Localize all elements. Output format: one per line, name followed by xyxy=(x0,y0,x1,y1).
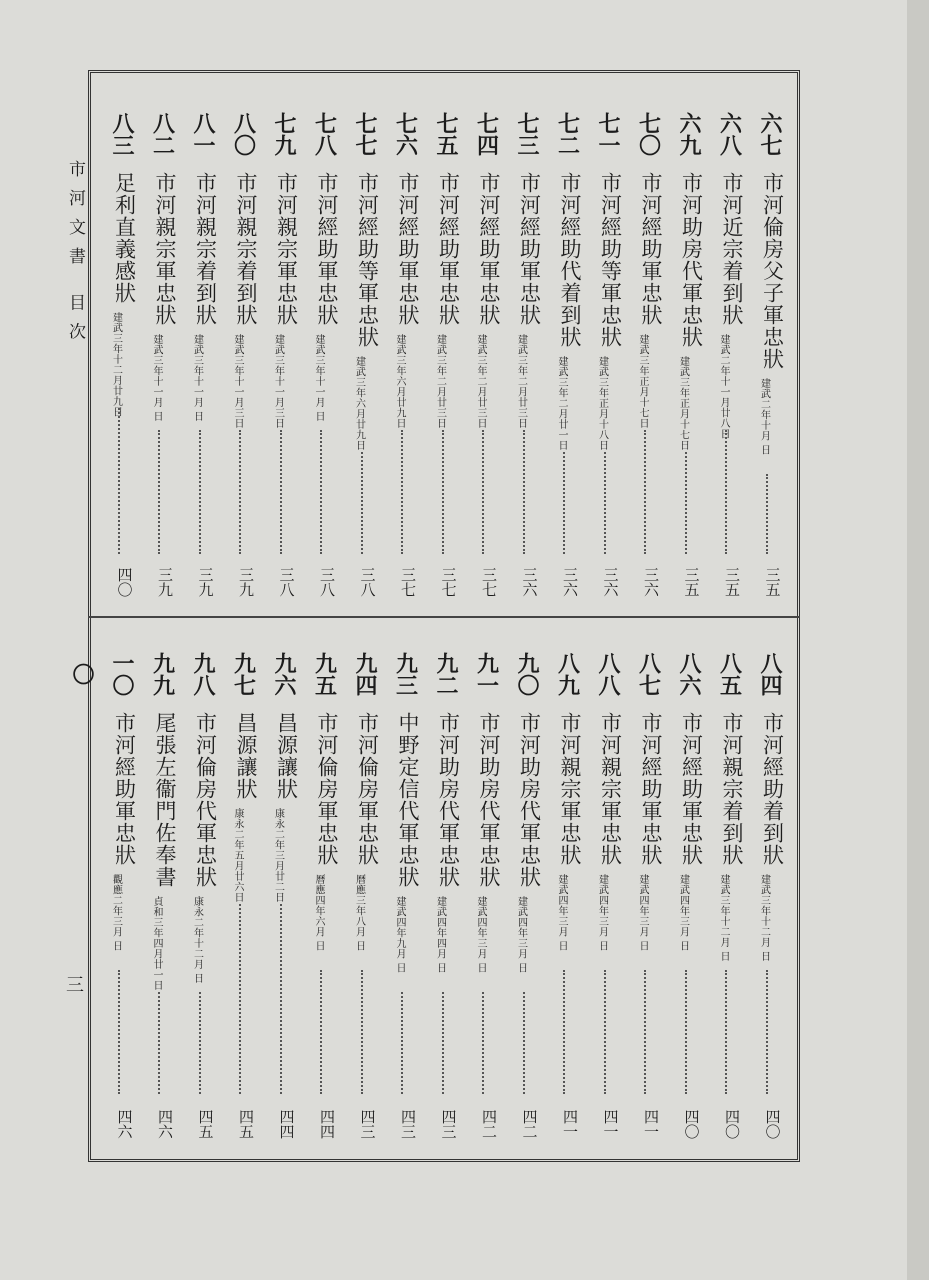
entry-page: 三六 xyxy=(520,567,539,597)
entry-page: 三八 xyxy=(358,567,377,597)
entry-page: 四二 xyxy=(520,1109,539,1139)
leader-dots xyxy=(685,452,695,554)
entry-title: 市河經助軍忠狀 xyxy=(436,172,461,326)
toc-entry xyxy=(547,648,588,1148)
entry-title: 市河倫房代軍忠狀 xyxy=(193,712,218,888)
toc-entry xyxy=(466,648,507,1148)
toc-entry xyxy=(426,648,467,1148)
entry-number: 七四 xyxy=(473,112,500,156)
entry-number: 九三 xyxy=(392,652,419,696)
toc-entry xyxy=(588,648,629,1148)
entry-title: 市河助房代軍忠狀 xyxy=(436,712,461,888)
entry-date: 建武三年十一月三日 xyxy=(232,334,243,429)
entry-title: 昌源讓狀 xyxy=(274,712,299,800)
entry-page: 四〇 xyxy=(763,1109,782,1139)
entry-number: 七二 xyxy=(554,112,581,156)
entry-date: 建武二年十月 日 xyxy=(758,378,770,456)
entry-page: 四五 xyxy=(196,1109,215,1139)
entry-date: 建武四年三月 日 xyxy=(637,874,648,952)
entry-number: 七三 xyxy=(514,112,540,156)
scan-edge xyxy=(907,0,929,1280)
entry-date: 建武三年正月十七日 xyxy=(677,356,689,451)
page-number: 三 xyxy=(63,975,84,993)
entry-title: 中野定信代軍忠狀 xyxy=(396,712,420,888)
leader-dots xyxy=(280,430,290,554)
entry-page: 三七 xyxy=(480,567,498,597)
toc-entry xyxy=(345,108,386,606)
entry-date: 建武三年二月廿三日 xyxy=(515,334,527,429)
leader-dots xyxy=(725,430,735,554)
entry-number: 九四 xyxy=(352,652,378,696)
toc-entry xyxy=(709,108,750,606)
entry-number: 九八 xyxy=(190,652,216,696)
entry-date: 建武四年三月 日 xyxy=(556,874,567,952)
toc-entry xyxy=(466,108,507,606)
entry-title: 市河助房代軍忠狀 xyxy=(477,712,501,888)
entry-page: 四三 xyxy=(399,1109,417,1139)
entry-title: 市河親宗軍忠狀 xyxy=(558,712,582,866)
entry-title: 市河經助軍忠狀 xyxy=(517,172,542,326)
section-divider xyxy=(88,616,800,618)
entry-number: 九五 xyxy=(311,652,338,696)
entry-date: 建武四年三月 日 xyxy=(677,874,689,952)
entry-date: 貞和三年四月廿一日 xyxy=(151,896,162,991)
entry-date: 建武三年六月廿九日 xyxy=(394,334,405,429)
toc-entry xyxy=(223,108,264,606)
entry-number: 一〇〇 xyxy=(69,652,135,696)
entry-page: 四一 xyxy=(601,1109,620,1139)
entry-title: 市河經助軍忠狀 xyxy=(477,172,501,326)
leader-dots xyxy=(644,970,654,1094)
toc-entry xyxy=(102,108,143,606)
entry-number: 六八 xyxy=(716,112,743,156)
entry-number: 七五 xyxy=(433,112,459,156)
entry-title: 市河經助代着到狀 xyxy=(558,172,582,348)
entry-page: 四六 xyxy=(156,1109,174,1139)
leader-dots xyxy=(239,904,249,1094)
entry-title: 市河經助等軍忠狀 xyxy=(598,172,623,348)
entry-number: 八六 xyxy=(676,652,702,696)
entry-date: 建武三年十二月廿九日 xyxy=(110,312,122,417)
entry-date: 建武三年十一月 日 xyxy=(313,334,324,422)
entry-date: 觀應二年三月 日 xyxy=(110,874,122,952)
entry-date: 建武四年四月 日 xyxy=(434,896,446,974)
leader-dots xyxy=(401,430,411,554)
toc-entry xyxy=(669,108,710,606)
entry-title: 昌源讓狀 xyxy=(234,712,258,800)
entry-page: 三六 xyxy=(601,567,620,597)
entry-title: 市河經助軍忠狀 xyxy=(639,172,663,326)
leader-dots xyxy=(199,430,209,554)
entry-title: 市河經助軍忠狀 xyxy=(679,712,704,866)
entry-date: 建武四年三月 日 xyxy=(596,874,608,952)
entry-number: 七六 xyxy=(392,112,419,156)
entry-number: 八八 xyxy=(595,652,621,696)
entry-page: 四四 xyxy=(277,1109,296,1139)
entry-page: 四〇 xyxy=(682,1109,701,1139)
leader-dots xyxy=(442,992,452,1094)
toc-entry xyxy=(69,648,143,1148)
entry-title: 市河經助軍忠狀 xyxy=(396,172,420,326)
entry-page: 三八 xyxy=(318,567,336,597)
entry-number: 八一 xyxy=(190,112,216,156)
entry-title: 尾張左衞門佐奉書 xyxy=(153,712,177,888)
entry-page: 四〇 xyxy=(115,567,134,597)
leader-dots xyxy=(482,430,492,554)
entry-number: 八二 xyxy=(149,112,176,156)
leader-dots xyxy=(725,970,735,1094)
entry-date: 建武三年十二月 日 xyxy=(718,874,729,962)
entry-title: 市河親宗軍忠狀 xyxy=(598,712,623,866)
toc-entry xyxy=(547,108,588,606)
toc-entry xyxy=(628,648,669,1148)
entry-title: 市河經助軍忠狀 xyxy=(639,712,663,866)
toc-entry xyxy=(304,108,345,606)
entry-date: 建武四年三月 日 xyxy=(475,896,486,974)
entry-date: 建武三年十一月 日 xyxy=(191,334,203,422)
entry-page: 三九 xyxy=(237,567,255,597)
entry-page: 三五 xyxy=(682,567,701,597)
toc-entry xyxy=(507,648,548,1148)
entry-date: 建武三年十二月 日 xyxy=(758,874,770,962)
leader-dots xyxy=(766,970,776,1094)
entry-title: 市河近宗着到狀 xyxy=(720,172,744,326)
entry-title: 市河經助軍忠狀 xyxy=(112,712,137,866)
toc-entry xyxy=(628,108,669,606)
leader-dots xyxy=(320,970,330,1094)
entry-page: 三六 xyxy=(642,567,660,597)
entry-date: 康永二年五月廿六日 xyxy=(232,808,243,903)
entry-title: 市河親宗着到狀 xyxy=(720,712,744,866)
entry-date: 建武四年九月 日 xyxy=(394,896,405,974)
entry-date: 建武三年六月廿九日 xyxy=(353,356,365,451)
toc-entry xyxy=(264,108,305,606)
leader-dots xyxy=(482,992,492,1094)
entry-title: 市河倫房軍忠狀 xyxy=(315,712,339,866)
toc-entry xyxy=(142,648,183,1148)
entry-page: 四二 xyxy=(480,1109,498,1139)
entry-title: 足利直義感狀 xyxy=(112,172,137,304)
entry-page: 三九 xyxy=(196,567,215,597)
entry-number: 六七 xyxy=(757,112,783,156)
toc-entry xyxy=(264,648,305,1148)
entry-number: 七九 xyxy=(271,112,297,156)
entry-date: 建武三年二月廿一日 xyxy=(556,356,567,451)
entry-page: 四四 xyxy=(318,1109,336,1139)
entry-title: 市河親宗着到狀 xyxy=(234,172,258,326)
leader-dots xyxy=(280,904,290,1094)
leader-dots xyxy=(320,430,330,554)
entry-page: 三五 xyxy=(723,567,741,597)
entry-number: 九〇 xyxy=(514,652,540,696)
toc-upper-section xyxy=(100,108,790,606)
toc-entry xyxy=(669,648,710,1148)
entry-number: 九六 xyxy=(271,652,297,696)
entry-page: 三七 xyxy=(399,567,417,597)
leader-dots xyxy=(604,452,614,554)
entry-date: 建武三年二月廿三日 xyxy=(434,334,446,429)
entry-number: 八四 xyxy=(757,652,783,696)
leader-dots xyxy=(239,430,249,554)
entry-number: 六九 xyxy=(676,112,702,156)
entry-date: 建武三年正月十八日 xyxy=(596,356,608,451)
leader-dots xyxy=(401,992,411,1094)
leader-dots xyxy=(118,408,128,554)
leader-dots xyxy=(361,970,371,1094)
toc-entry xyxy=(426,108,467,606)
entry-page: 四一 xyxy=(561,1109,579,1139)
leader-dots xyxy=(563,452,573,554)
entry-page: 三七 xyxy=(439,567,458,597)
toc-entry xyxy=(223,648,264,1148)
toc-entry xyxy=(709,648,750,1148)
entry-title: 市河助房代軍忠狀 xyxy=(679,172,704,348)
running-title: 市河文書 目次 xyxy=(65,160,85,352)
entry-number: 七七 xyxy=(352,112,378,156)
leader-dots xyxy=(766,474,776,554)
entry-date: 康永二年十二月 日 xyxy=(191,896,203,984)
leader-dots xyxy=(199,992,209,1094)
entry-number: 八五 xyxy=(716,652,743,696)
entry-title: 市河親宗軍忠狀 xyxy=(274,172,299,326)
entry-number: 八七 xyxy=(635,652,662,696)
toc-entry xyxy=(304,648,345,1148)
entry-title: 市河經助等軍忠狀 xyxy=(355,172,380,348)
entry-number: 八〇 xyxy=(230,112,257,156)
entry-date: 康永二年三月廿二日 xyxy=(272,808,284,903)
toc-entry xyxy=(507,108,548,606)
toc-entry xyxy=(183,648,224,1148)
toc-entry xyxy=(142,108,183,606)
entry-number: 八三 xyxy=(109,112,135,156)
entry-number: 八九 xyxy=(554,652,581,696)
entry-number: 七〇 xyxy=(635,112,662,156)
leader-dots xyxy=(685,970,695,1094)
toc-entry xyxy=(588,108,629,606)
entry-page: 四五 xyxy=(237,1109,255,1139)
leader-dots xyxy=(442,430,452,554)
entry-page: 四六 xyxy=(115,1109,134,1139)
leader-dots xyxy=(361,452,371,554)
entry-title: 市河經助着到狀 xyxy=(760,712,785,866)
entry-number: 九七 xyxy=(230,652,257,696)
entry-page: 四〇 xyxy=(723,1109,741,1139)
leader-dots xyxy=(644,430,654,554)
entry-date: 建武三年正月十七日 xyxy=(637,334,648,429)
entry-title: 市河經助軍忠狀 xyxy=(315,172,339,326)
leader-dots xyxy=(523,992,533,1094)
entry-title: 市河助房代軍忠狀 xyxy=(517,712,542,888)
toc-entry xyxy=(385,648,426,1148)
entry-page: 四三 xyxy=(358,1109,377,1139)
toc-entry xyxy=(750,108,791,606)
entry-date: 建武二年十一月廿八日 xyxy=(718,334,729,439)
entry-date: 建武三年二月廿三日 xyxy=(475,334,486,429)
entry-number: 七一 xyxy=(595,112,621,156)
entry-title: 市河倫房軍忠狀 xyxy=(355,712,380,866)
leader-dots xyxy=(604,970,614,1094)
leader-dots xyxy=(158,430,168,554)
entry-number: 九一 xyxy=(473,652,500,696)
toc-lower-section xyxy=(69,648,790,1148)
toc-entry xyxy=(385,108,426,606)
entry-title: 市河親宗着到狀 xyxy=(193,172,218,326)
entry-date: 曆應三年八月 日 xyxy=(353,874,365,952)
leader-dots xyxy=(563,970,573,1094)
entry-page: 四三 xyxy=(439,1109,458,1139)
leader-dots xyxy=(118,970,128,1094)
leader-dots xyxy=(523,430,533,554)
entry-date: 建武四年三月 日 xyxy=(515,896,527,974)
entry-title: 市河親宗軍忠狀 xyxy=(153,172,177,326)
entry-number: 七八 xyxy=(311,112,338,156)
entry-page: 三六 xyxy=(561,567,579,597)
entry-page: 四一 xyxy=(642,1109,660,1139)
entry-date: 建武三年十一月三日 xyxy=(272,334,284,429)
entry-date: 曆應四年六月 日 xyxy=(313,874,324,952)
entry-date: 建武三年十一月 日 xyxy=(151,334,162,422)
toc-entry xyxy=(345,648,386,1148)
leader-dots xyxy=(158,992,168,1094)
entry-page: 三八 xyxy=(277,567,296,597)
entry-page: 三九 xyxy=(156,567,174,597)
toc-entry xyxy=(750,648,791,1148)
entry-number: 九二 xyxy=(433,652,459,696)
toc-entry xyxy=(183,108,224,606)
entry-page: 三五 xyxy=(763,567,782,597)
entry-title: 市河倫房父子軍忠狀 xyxy=(760,172,785,370)
entry-number: 九九 xyxy=(149,652,176,696)
